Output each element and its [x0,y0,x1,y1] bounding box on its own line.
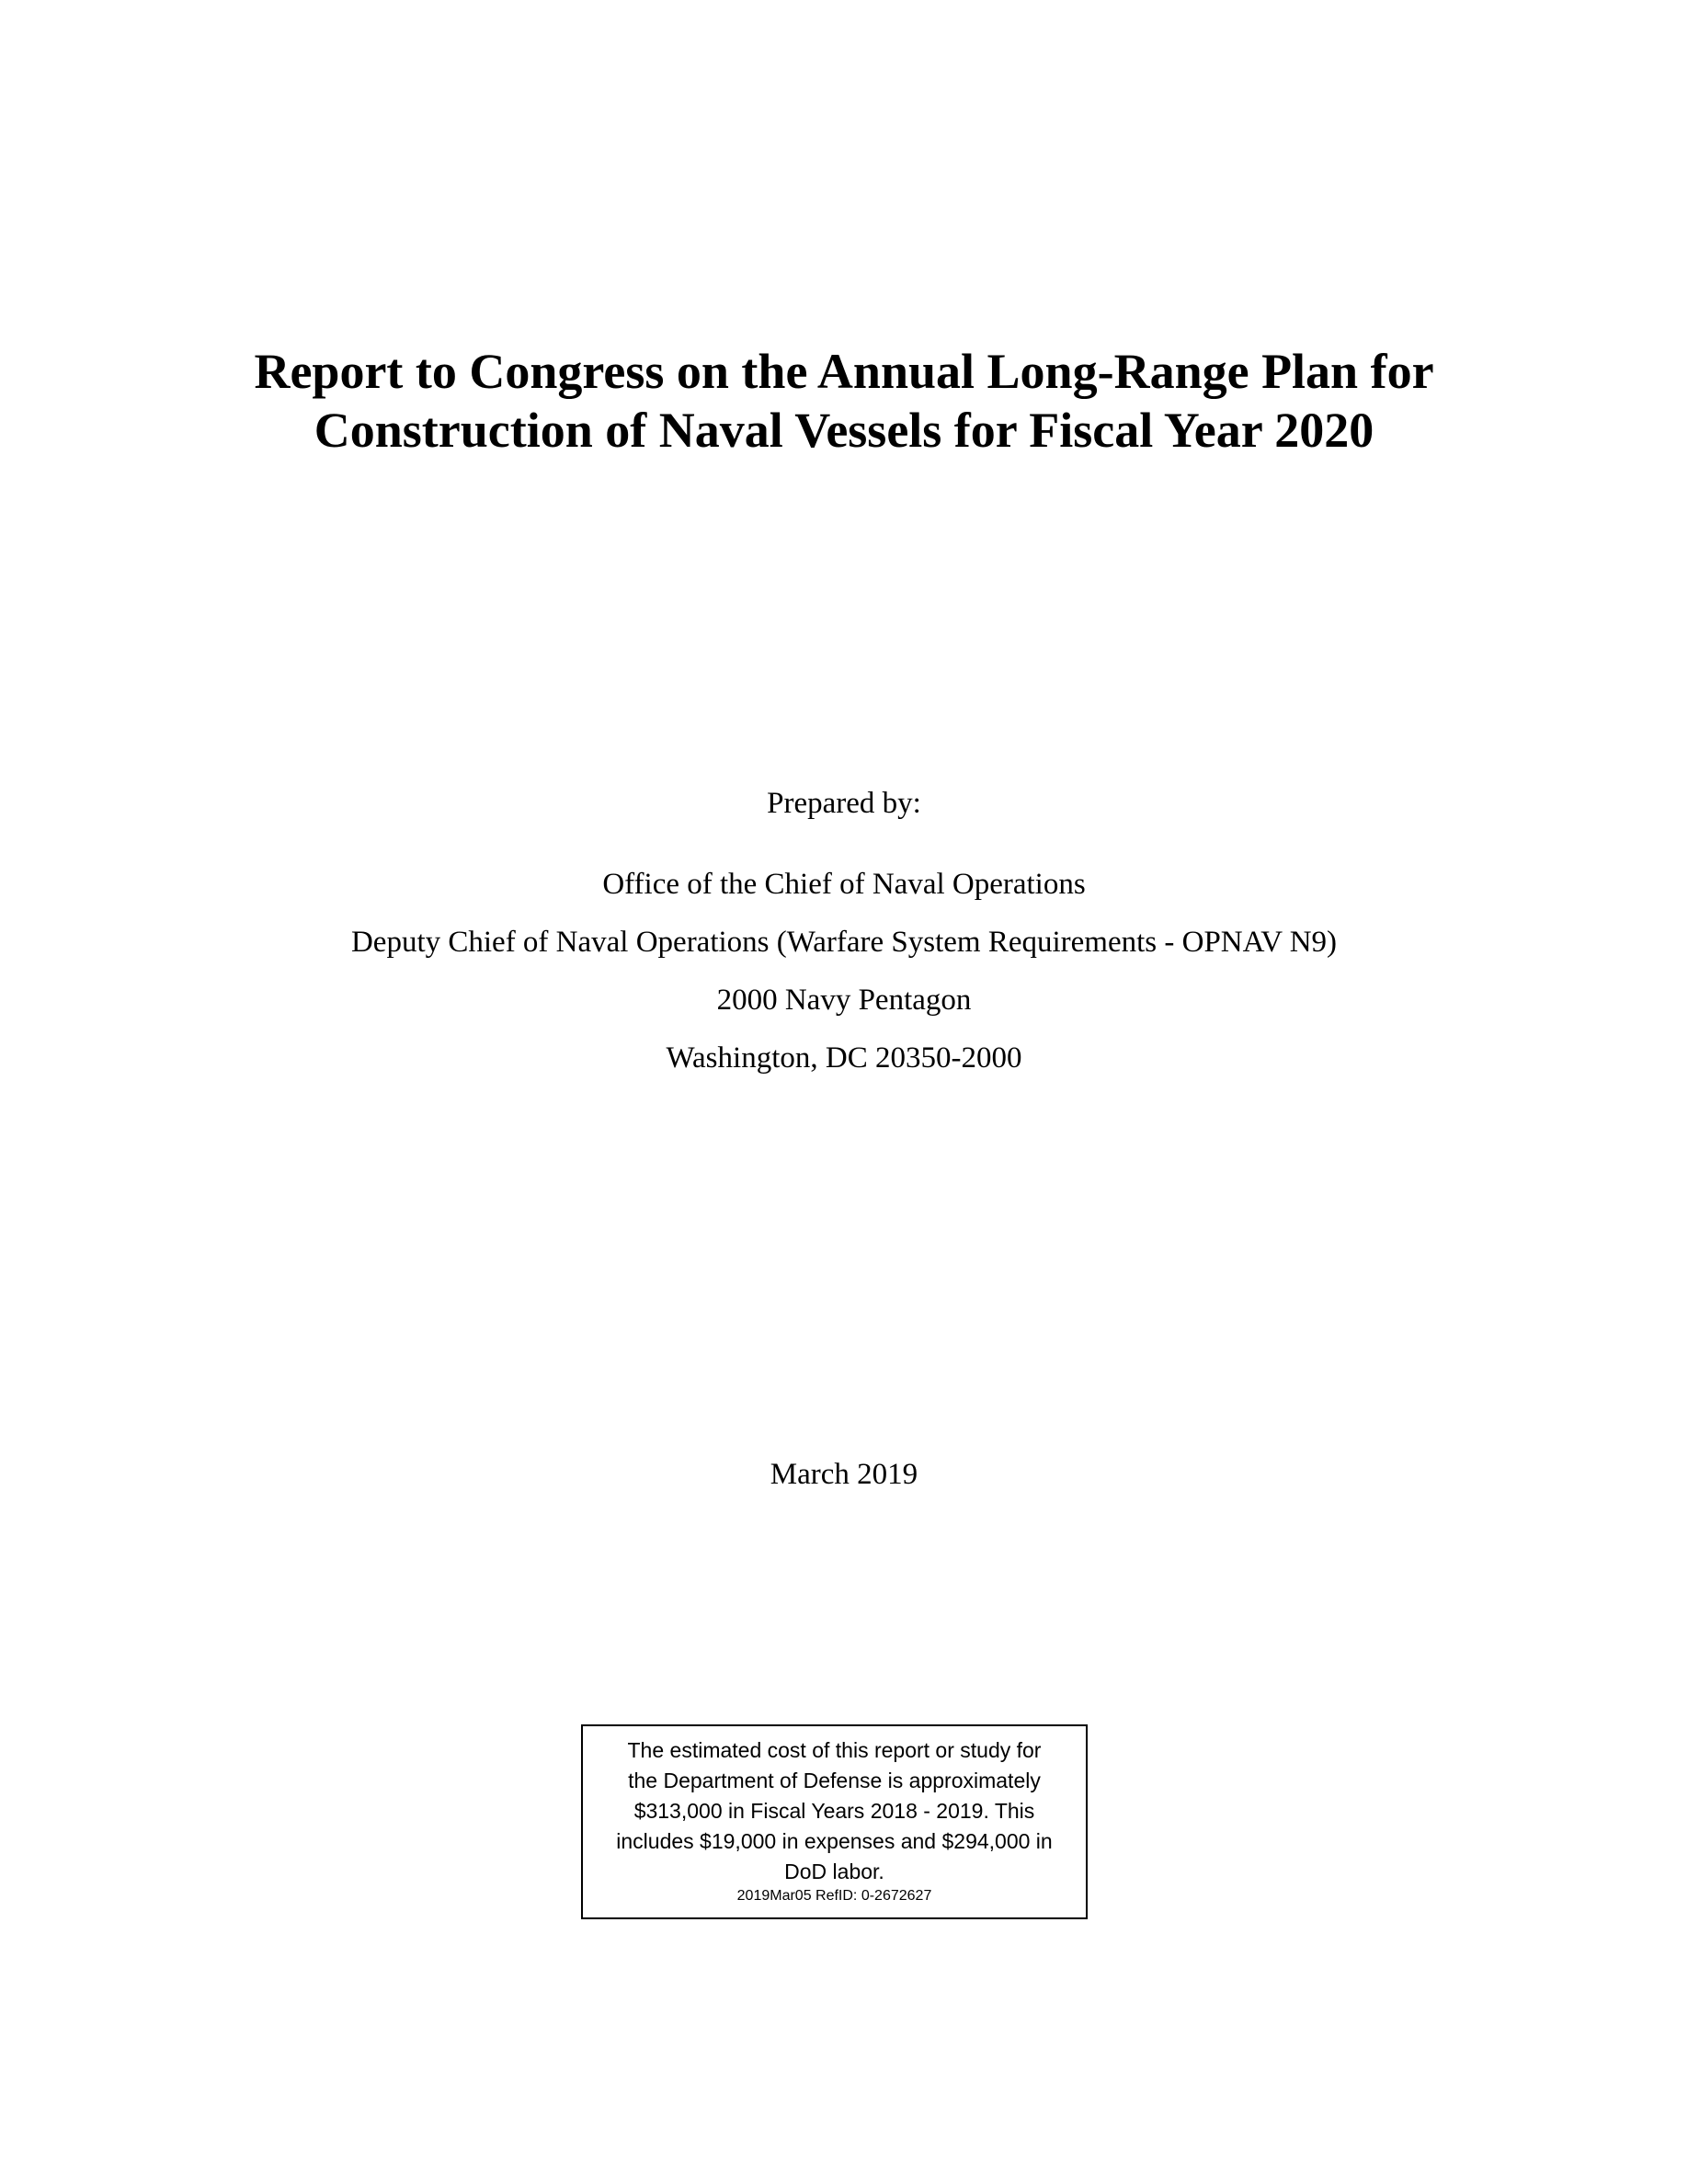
cost-notice-line-3: $313,000 in Fiscal Years 2018 - 2019. This [633,1799,1035,1823]
report-date: March 2019 [770,1458,918,1491]
deputy-office-name: Deputy Chief of Naval Operations (Warfare System Requirements - OPNAV N9) [350,926,1338,959]
preparer-address-block [0,866,1688,1098]
cost-notice-line-5: DoD labor. [784,1860,884,1883]
report-title-line-1: Report to Congress on the Annual Long-Range Plan for [254,344,1434,399]
office-name: Office of the Chief of Naval Operations [602,868,1086,901]
cost-notice-line-2: the Department of Defense is approximately [628,1769,1041,1792]
street-address: 2000 Navy Pentagon [716,984,972,1017]
cost-notice-ref-id: 2019Mar05 RefID: 0-2672627 [736,1888,932,1904]
prepared-by-label: Prepared by: [767,787,921,820]
report-title-line-2: Construction of Naval Vessels for Fiscal Year 2020 [314,403,1374,458]
cost-notice-line-1: The estimated cost of this report or study for [627,1738,1042,1762]
cost-notice-box [581,1724,1088,1919]
cost-notice-line-4: includes $19,000 in expenses and $294,000 in [616,1829,1053,1853]
city-state-zip: Washington, DC 20350-2000 [666,1041,1022,1075]
report-title [0,342,1688,460]
